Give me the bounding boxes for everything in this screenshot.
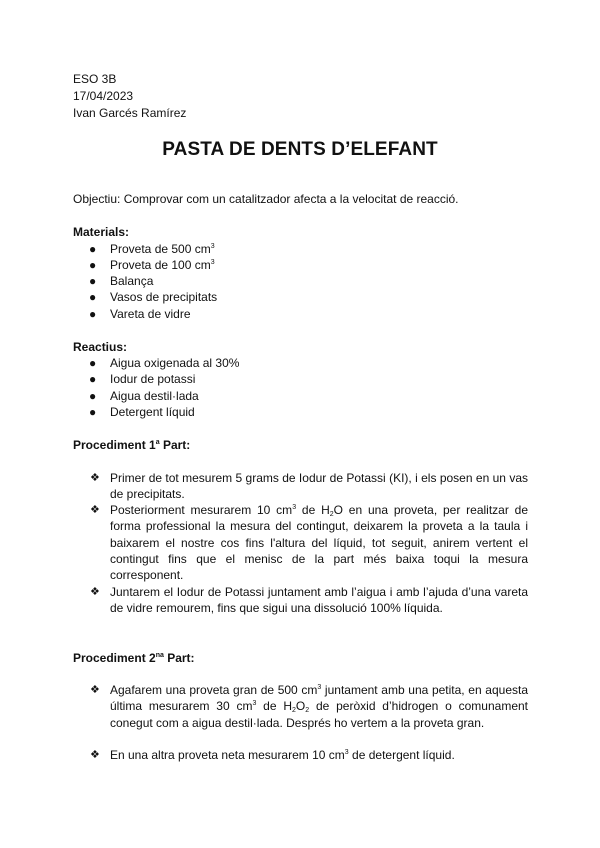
diamond-bullet-icon: ❖ [90, 504, 100, 516]
bullet-icon: ● [89, 307, 97, 321]
list-item: Balança [110, 274, 154, 288]
list-item: Vasos de precipitats [110, 290, 218, 304]
procedure-1-step-3: Juntarem el Iodur de Potassi juntament amb l’aigua i amb l’ajuda d’una vareta de vidre remourem, fins que sigui una dissolució 100% líquida. [110, 585, 528, 616]
bullet-icon: ● [89, 242, 97, 256]
bullet-icon: ● [89, 356, 97, 370]
list-item: Aigua destil·lada [110, 389, 199, 403]
diamond-bullet-icon: ❖ [90, 586, 100, 598]
document-date: 17/04/2023 [73, 89, 134, 103]
bullet-icon: ● [89, 389, 97, 403]
list-item: Vareta de vidre [110, 307, 191, 321]
procedure-2-heading: Procediment $2^{na}$ Part: [73, 651, 195, 665]
bullet-icon: ● [89, 258, 97, 272]
list-item: Proveta de 100 $cm^3$ [110, 258, 215, 272]
list-item: Iodur de potassi [110, 372, 196, 386]
class-label: ESO 3B [73, 72, 117, 86]
bullet-icon: ● [89, 372, 97, 386]
document-title: PASTA DE DENTS D’ELEFANT [162, 139, 438, 160]
diamond-bullet-icon: ❖ [90, 472, 100, 484]
list-item: Detergent líquid [110, 405, 195, 419]
reagents-heading: Reactius: [73, 340, 128, 354]
procedure-2-step-2: En una altra proveta neta mesurarem 10 $cm^3$ de detergent líquid. [110, 748, 455, 762]
bullet-icon: ● [89, 290, 97, 304]
list-item: Proveta de 500 $cm^3$ [110, 242, 215, 256]
procedure-1-step-1: Primer de tot mesurem 5 grams de Iodur de Potassi (KI), i els posen en un vas de precipitats. [110, 471, 528, 502]
diamond-bullet-icon: ❖ [90, 749, 100, 761]
bullet-icon: ● [89, 274, 97, 288]
procedure-1-heading: Procediment 1$^a$ Part: [73, 438, 191, 452]
diamond-bullet-icon: ❖ [90, 684, 100, 696]
materials-heading: Materials: [73, 225, 130, 239]
author-name: Ivan Garcés Ramírez [73, 106, 187, 120]
list-item: Aigua oxigenada al 30% [110, 356, 240, 370]
objective-text: Objectiu: Comprovar com un catalitzador afecta a la velocitat de reacció. [73, 192, 459, 206]
bullet-icon: ● [89, 405, 97, 419]
procedure-2-step-1: Agafarem una proveta gran de 500 $cm^3$ juntament amb una petita, en aquesta última mesurarem 30 $cm^3$ de $H_2O_2$ de peròxid d’hidrogen o comunament conegut com a aigua destil·lada. Després ho vertem a la proveta gran. [110, 683, 529, 730]
procedure-1-step-2: Posteriorment mesurarem 10 $cm^3$ de $H_2O$ en una proveta, per realitzar de forma professional la mesura del contingut, deixarem la proveta a la taula i baixarem el nostre cos fins l'altura del líquid, tot seguit, anirem vertent el contingut fins que el menisc de la part més baixa toqui la mesura corresponent. [110, 503, 528, 583]
